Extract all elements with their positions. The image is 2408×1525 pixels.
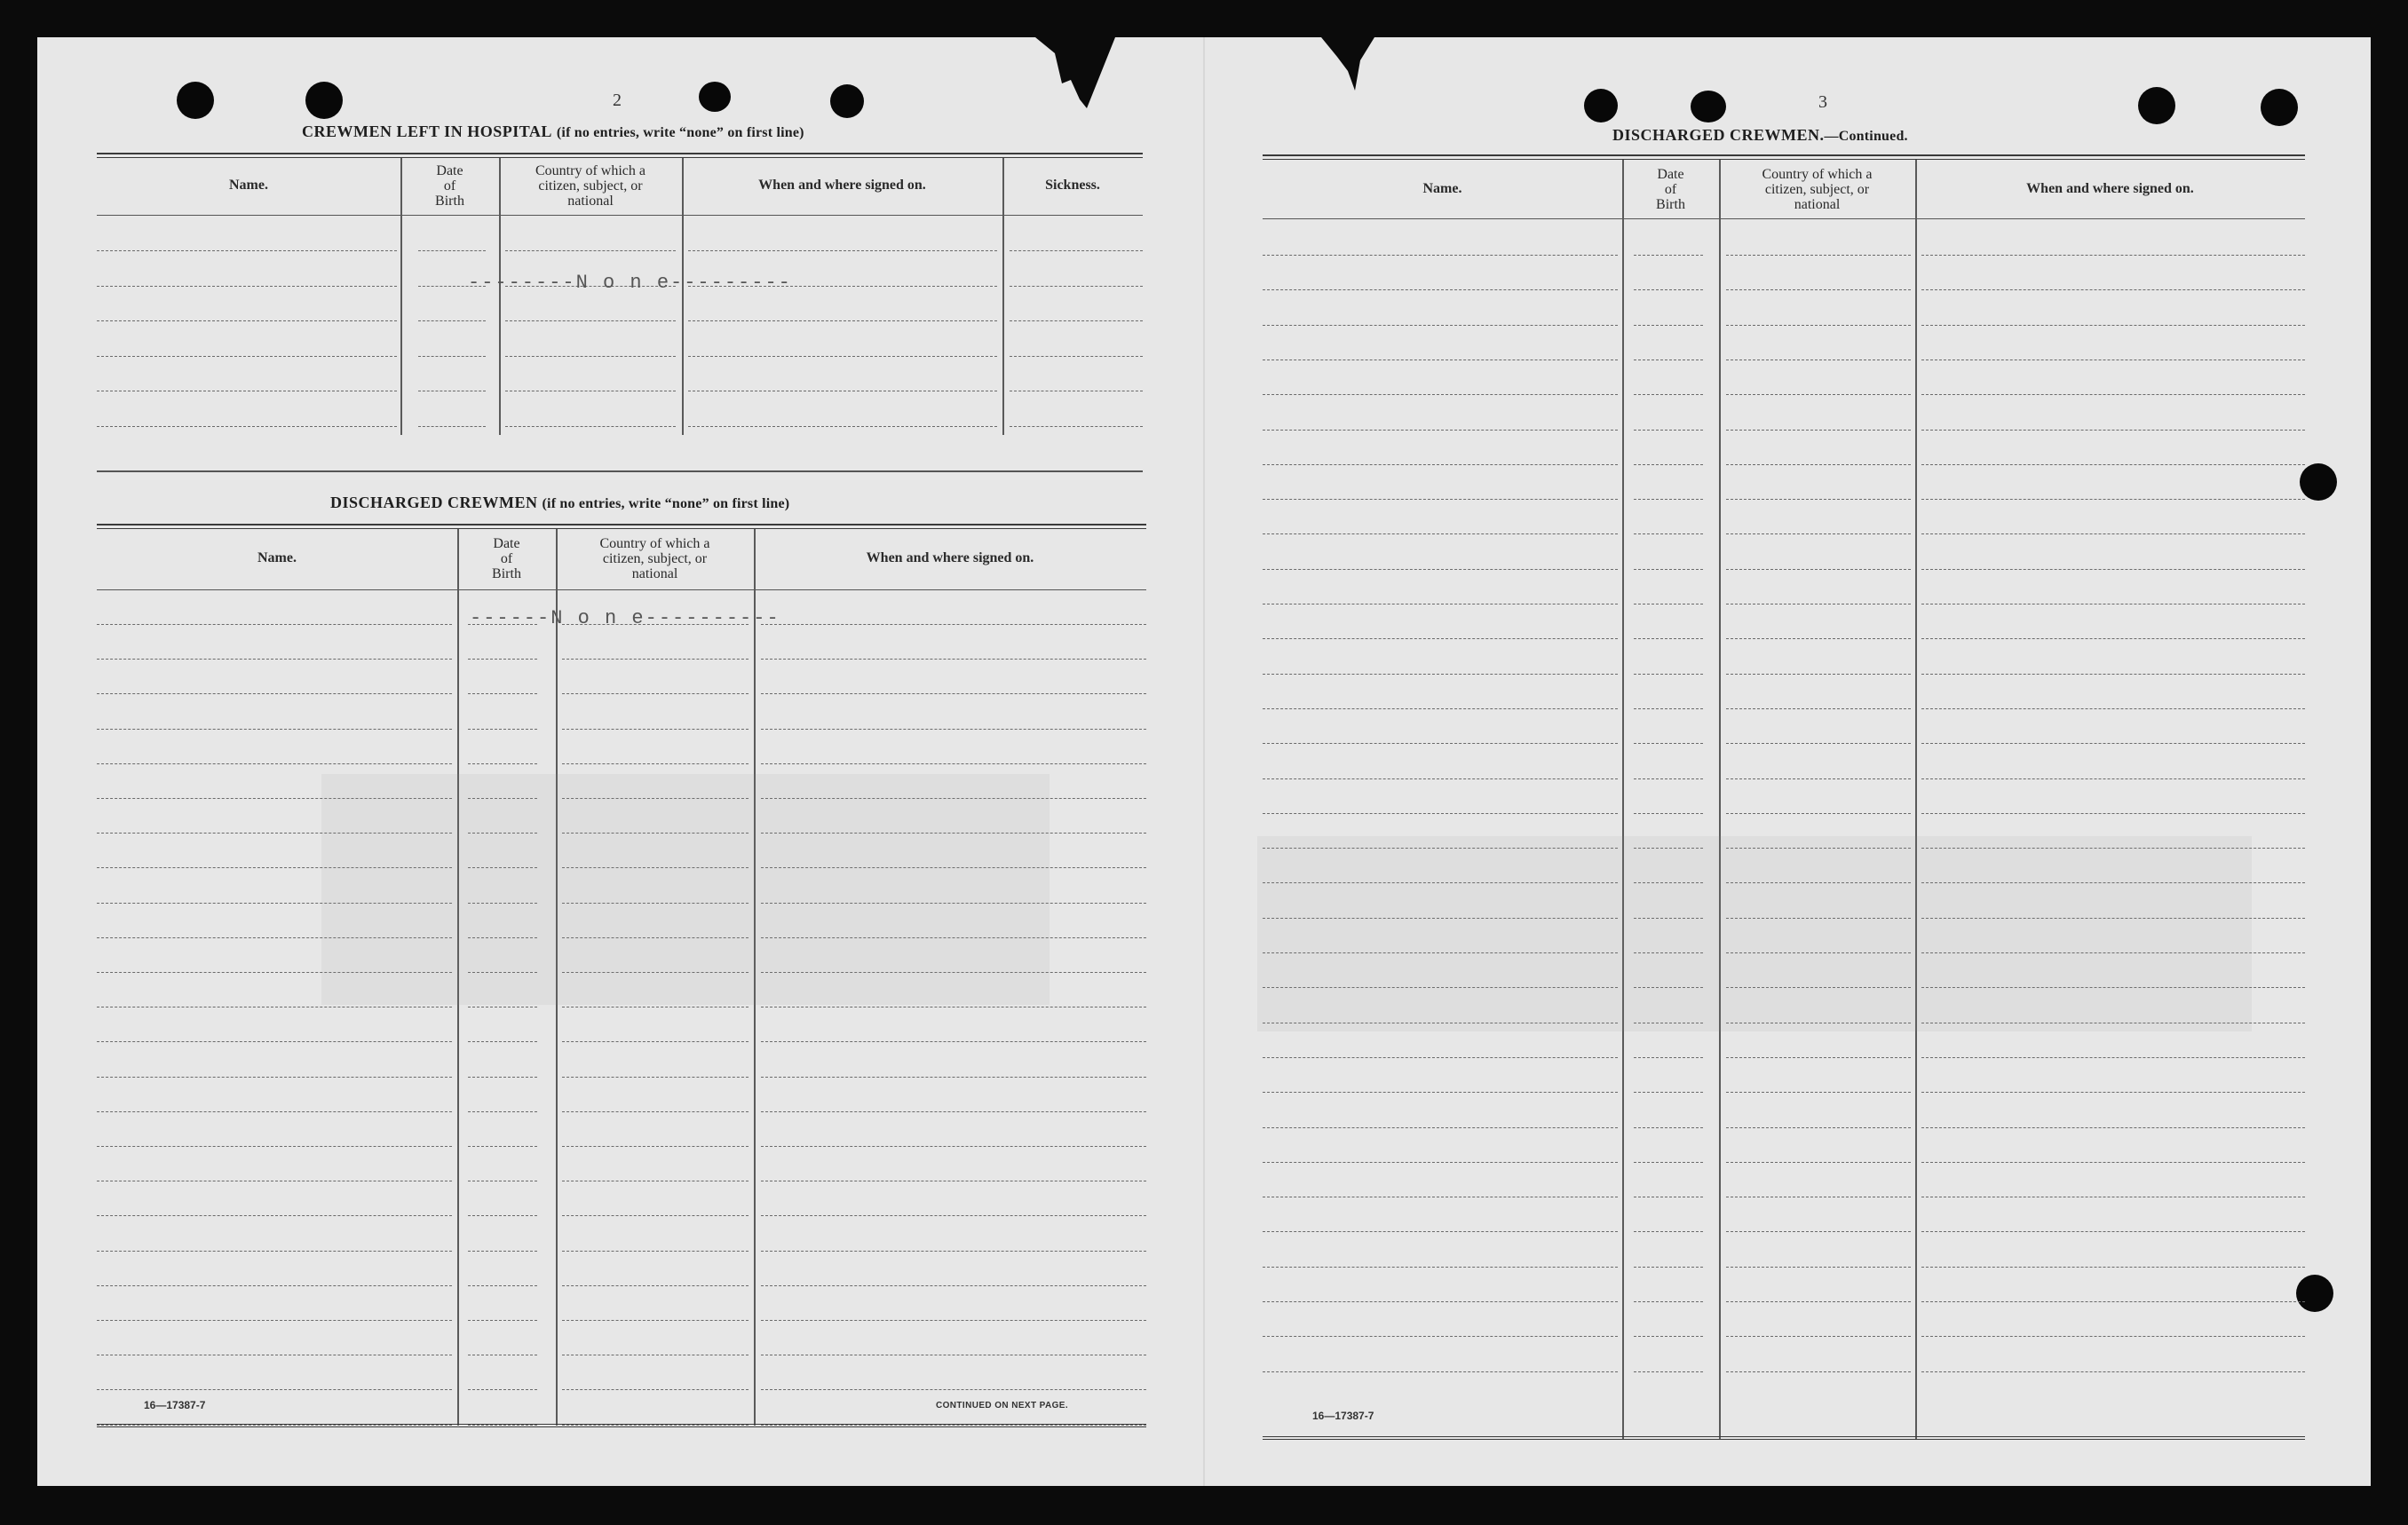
- ruled-line: [97, 1320, 452, 1321]
- hospital-note: (if no entries, write “none” on first line): [556, 125, 804, 140]
- ruled-line: [1010, 286, 1143, 287]
- ruled-line: [1921, 743, 2305, 744]
- ruled-line: [505, 250, 676, 251]
- ruled-line: [761, 1389, 1146, 1390]
- ruled-line: [1263, 464, 1618, 465]
- header-underline: [97, 215, 1143, 216]
- ruled-line: [1263, 813, 1618, 814]
- ruled-line: [1921, 569, 2305, 570]
- ruled-line: [761, 1285, 1146, 1286]
- table-top-rule: [97, 524, 1146, 529]
- ruled-line: [468, 1215, 537, 1216]
- punch-hole: [2300, 463, 2337, 501]
- header-underline: [97, 589, 1146, 590]
- ruled-line: [1921, 1371, 2305, 1372]
- continued-note: CONTINUED ON NEXT PAGE.: [936, 1401, 1069, 1410]
- ruled-line: [1921, 1127, 2305, 1128]
- ruled-line: [1263, 1267, 1618, 1268]
- header-date-of-birth: Date of Birth: [1656, 167, 1685, 212]
- punch-hole: [305, 82, 343, 119]
- ruled-line: [1921, 1231, 2305, 1232]
- ruled-line: [1921, 778, 2305, 779]
- ruled-line: [468, 1146, 537, 1147]
- header-name: Name.: [257, 550, 297, 565]
- ruled-line: [97, 693, 452, 694]
- ruled-line: [1263, 708, 1618, 709]
- ruled-line: [1634, 569, 1703, 570]
- ruled-line: [1726, 255, 1911, 256]
- ruled-line: [97, 426, 397, 427]
- ruled-line: [562, 1146, 749, 1147]
- ruled-line: [97, 320, 397, 321]
- ruled-line: [1726, 394, 1911, 395]
- ruled-line: [505, 320, 676, 321]
- punch-hole: [177, 82, 214, 119]
- ruled-line: [468, 1111, 537, 1112]
- ruled-line: [418, 320, 486, 321]
- ruled-line: [761, 1146, 1146, 1147]
- ruled-line: [562, 1251, 749, 1252]
- ruled-line: [562, 1111, 749, 1112]
- ruled-line: [418, 426, 486, 427]
- ruled-line: [97, 1077, 452, 1078]
- ruled-line: [97, 1111, 452, 1112]
- ruled-line: [418, 356, 486, 357]
- ruled-line: [468, 659, 537, 660]
- ruled-line: [1726, 1092, 1911, 1093]
- ruled-line: [468, 693, 537, 694]
- ruled-line: [468, 1041, 537, 1042]
- ruled-line: [1634, 1231, 1703, 1232]
- ruled-line: [1921, 638, 2305, 639]
- header-country: Country of which a citizen, subject, or national: [1762, 167, 1873, 212]
- ruled-line: [562, 659, 749, 660]
- ruled-line: [97, 1389, 452, 1390]
- ruled-line: [505, 426, 676, 427]
- ruled-line: [1921, 533, 2305, 534]
- ruled-line: [1726, 674, 1911, 675]
- page-number: 2: [613, 91, 622, 110]
- ruled-line: [1010, 320, 1143, 321]
- ruled-line: [1263, 499, 1618, 500]
- ruled-line: [1726, 1127, 1911, 1128]
- punch-hole: [2138, 87, 2175, 124]
- table-bottom-rule: [97, 470, 1143, 472]
- right-page: [1204, 37, 2371, 1486]
- ruled-line: [761, 659, 1146, 660]
- ruled-line: [761, 1320, 1146, 1321]
- ruled-line: [505, 356, 676, 357]
- ruled-line: [688, 356, 997, 357]
- header-underline: [1263, 218, 2305, 219]
- ruled-line: [97, 1251, 452, 1252]
- ruled-line: [468, 763, 537, 764]
- ruled-line: [97, 356, 397, 357]
- ruled-line: [97, 1215, 452, 1216]
- header-signed-on: When and where signed on.: [758, 178, 926, 193]
- ruled-line: [1726, 325, 1911, 326]
- none-entry: --------N o n e---------: [468, 272, 792, 294]
- punch-hole: [699, 82, 731, 112]
- ruled-line: [1726, 1371, 1911, 1372]
- ruled-line: [562, 1041, 749, 1042]
- ruled-line: [1726, 708, 1911, 709]
- ruled-line: [97, 1146, 452, 1147]
- ruled-line: [1921, 1092, 2305, 1093]
- column-divider: [682, 158, 684, 435]
- header-signed-on: When and where signed on.: [866, 550, 1034, 565]
- ruled-line: [1726, 1267, 1911, 1268]
- punch-hole: [1691, 91, 1726, 122]
- ruled-line: [97, 1041, 452, 1042]
- ruled-line: [1634, 708, 1703, 709]
- bleed-through-ghost: [1257, 836, 2252, 1031]
- ruled-line: [1634, 533, 1703, 534]
- header-signed-on: When and where signed on.: [2026, 181, 2194, 196]
- ruled-line: [1921, 1301, 2305, 1302]
- ruled-line: [1634, 1127, 1703, 1128]
- discharged-note: (if no entries, write “none” on first line): [542, 496, 790, 511]
- section-title-discharged-continued: [1612, 126, 1908, 145]
- ruled-line: [761, 693, 1146, 694]
- table-top-rule: [97, 153, 1143, 158]
- punch-hole: [1584, 89, 1618, 122]
- ruled-line: [761, 729, 1146, 730]
- header-country: Country of which a citizen, subject, or national: [599, 536, 710, 581]
- column-divider: [1915, 160, 1917, 1440]
- ruled-line: [1634, 394, 1703, 395]
- ruled-line: [1634, 430, 1703, 431]
- hospital-title: CREWMEN LEFT IN HOSPITAL: [302, 122, 552, 140]
- ruled-line: [1726, 499, 1911, 500]
- discharged-continued-table: [1263, 154, 2305, 1443]
- ruled-line: [1921, 708, 2305, 709]
- ruled-line: [1263, 778, 1618, 779]
- ruled-line: [1726, 464, 1911, 465]
- ruled-line: [1921, 1057, 2305, 1058]
- ruled-line: [761, 1041, 1146, 1042]
- ruled-line: [1634, 813, 1703, 814]
- ruled-line: [1263, 533, 1618, 534]
- header-date-of-birth: Date of Birth: [435, 163, 464, 209]
- ruled-line: [1634, 464, 1703, 465]
- ruled-line: [1634, 289, 1703, 290]
- ruled-line: [97, 729, 452, 730]
- ruled-line: [1263, 394, 1618, 395]
- ruled-line: [688, 426, 997, 427]
- ruled-line: [1726, 813, 1911, 814]
- ruled-line: [1634, 1371, 1703, 1372]
- left-page: [37, 37, 1204, 1486]
- ruled-line: [1726, 778, 1911, 779]
- ruled-line: [97, 286, 397, 287]
- ruled-line: [1726, 743, 1911, 744]
- ruled-line: [1634, 1267, 1703, 1268]
- ruled-line: [1634, 674, 1703, 675]
- ruled-line: [1263, 1092, 1618, 1093]
- ruled-line: [1726, 1057, 1911, 1058]
- ruled-line: [761, 1215, 1146, 1216]
- header-sickness: Sickness.: [1045, 178, 1100, 193]
- section-title-hospital: [302, 122, 804, 141]
- ruled-line: [761, 763, 1146, 764]
- ruled-line: [97, 624, 452, 625]
- ruled-line: [418, 250, 486, 251]
- paper-tear-notch: [1321, 37, 1401, 108]
- ruled-line: [1634, 255, 1703, 256]
- none-entry: ------N o n e----------: [470, 607, 780, 629]
- form-code: 16—17387-7: [144, 1399, 206, 1411]
- ruled-line: [1263, 325, 1618, 326]
- ruled-line: [1634, 1057, 1703, 1058]
- ruled-line: [562, 1285, 749, 1286]
- ruled-line: [1634, 325, 1703, 326]
- ruled-line: [1726, 289, 1911, 290]
- continued-suffix: —Continued.: [1824, 129, 1908, 144]
- ruled-line: [1263, 1057, 1618, 1058]
- punch-hole: [2261, 89, 2298, 126]
- header-name: Name.: [229, 178, 268, 193]
- ruled-line: [688, 250, 997, 251]
- ruled-line: [1263, 569, 1618, 570]
- ruled-line: [1263, 1231, 1618, 1232]
- ruled-line: [1634, 1336, 1703, 1337]
- ruled-line: [761, 1077, 1146, 1078]
- ruled-line: [1921, 325, 2305, 326]
- ruled-line: [1726, 1336, 1911, 1337]
- ruled-line: [97, 250, 397, 251]
- ruled-line: [1634, 778, 1703, 779]
- section-title-discharged: [330, 494, 789, 512]
- scanned-document: [37, 37, 2371, 1486]
- ruled-line: [1921, 674, 2305, 675]
- ruled-line: [1921, 464, 2305, 465]
- ruled-line: [562, 763, 749, 764]
- discharged-title: DISCHARGED CREWMEN: [330, 494, 538, 511]
- ruled-line: [468, 1285, 537, 1286]
- ruled-line: [1634, 638, 1703, 639]
- ruled-line: [1921, 1336, 2305, 1337]
- ruled-line: [1634, 1301, 1703, 1302]
- ruled-line: [468, 1389, 537, 1390]
- table-top-rule: [1263, 154, 2305, 160]
- ruled-line: [1263, 1336, 1618, 1337]
- page-number: 3: [1818, 92, 1827, 112]
- column-divider: [1622, 160, 1624, 1440]
- ruled-line: [1263, 743, 1618, 744]
- ruled-line: [1263, 638, 1618, 639]
- ruled-line: [562, 1320, 749, 1321]
- punch-hole: [830, 84, 864, 118]
- ruled-line: [1634, 499, 1703, 500]
- ruled-line: [1634, 743, 1703, 744]
- ruled-line: [562, 1389, 749, 1390]
- ruled-line: [1634, 1162, 1703, 1163]
- ruled-line: [562, 729, 749, 730]
- ruled-line: [1921, 499, 2305, 500]
- table-bottom-rule: [1263, 1436, 2305, 1440]
- hospital-table: [97, 153, 1143, 472]
- ruled-line: [1921, 255, 2305, 256]
- ruled-line: [468, 1320, 537, 1321]
- paper-tear-notch: [1035, 37, 1115, 117]
- ruled-line: [1010, 426, 1143, 427]
- ruled-line: [1921, 394, 2305, 395]
- bleed-through-ghost: [321, 774, 1050, 1005]
- ruled-line: [1010, 356, 1143, 357]
- ruled-line: [97, 1285, 452, 1286]
- ruled-line: [1921, 1162, 2305, 1163]
- ruled-line: [1263, 1371, 1618, 1372]
- ruled-line: [761, 1111, 1146, 1112]
- ruled-line: [1921, 1267, 2305, 1268]
- ruled-line: [1726, 569, 1911, 570]
- ruled-line: [1726, 1162, 1911, 1163]
- ruled-line: [468, 729, 537, 730]
- ruled-line: [97, 763, 452, 764]
- ruled-line: [1921, 813, 2305, 814]
- table-bottom-rule: [97, 1424, 1146, 1427]
- discharged-continued-title: DISCHARGED CREWMEN.: [1612, 126, 1825, 144]
- ruled-line: [1263, 674, 1618, 675]
- ruled-line: [1726, 638, 1911, 639]
- ruled-line: [1921, 289, 2305, 290]
- form-code: 16—17387-7: [1312, 1410, 1374, 1422]
- header-country: Country of which a citizen, subject, or national: [535, 163, 646, 209]
- ruled-line: [688, 320, 997, 321]
- ruled-line: [1726, 1301, 1911, 1302]
- ruled-line: [1726, 430, 1911, 431]
- ruled-line: [1921, 430, 2305, 431]
- ruled-line: [562, 1215, 749, 1216]
- ruled-line: [761, 624, 1146, 625]
- ruled-line: [1263, 255, 1618, 256]
- ruled-line: [468, 1077, 537, 1078]
- ruled-line: [761, 1251, 1146, 1252]
- header-date-of-birth: Date of Birth: [492, 536, 521, 581]
- ruled-line: [1263, 1301, 1618, 1302]
- header-name: Name.: [1422, 181, 1462, 196]
- ruled-line: [562, 1077, 749, 1078]
- ruled-line: [468, 1251, 537, 1252]
- ruled-line: [1263, 1162, 1618, 1163]
- ruled-line: [1263, 289, 1618, 290]
- ruled-line: [1726, 533, 1911, 534]
- ruled-line: [1634, 1092, 1703, 1093]
- column-divider: [1002, 158, 1004, 435]
- ruled-line: [562, 693, 749, 694]
- ruled-line: [1726, 1231, 1911, 1232]
- ruled-line: [97, 659, 452, 660]
- ruled-line: [1263, 1127, 1618, 1128]
- ruled-line: [1010, 250, 1143, 251]
- ruled-line: [1263, 430, 1618, 431]
- column-divider: [1719, 160, 1721, 1440]
